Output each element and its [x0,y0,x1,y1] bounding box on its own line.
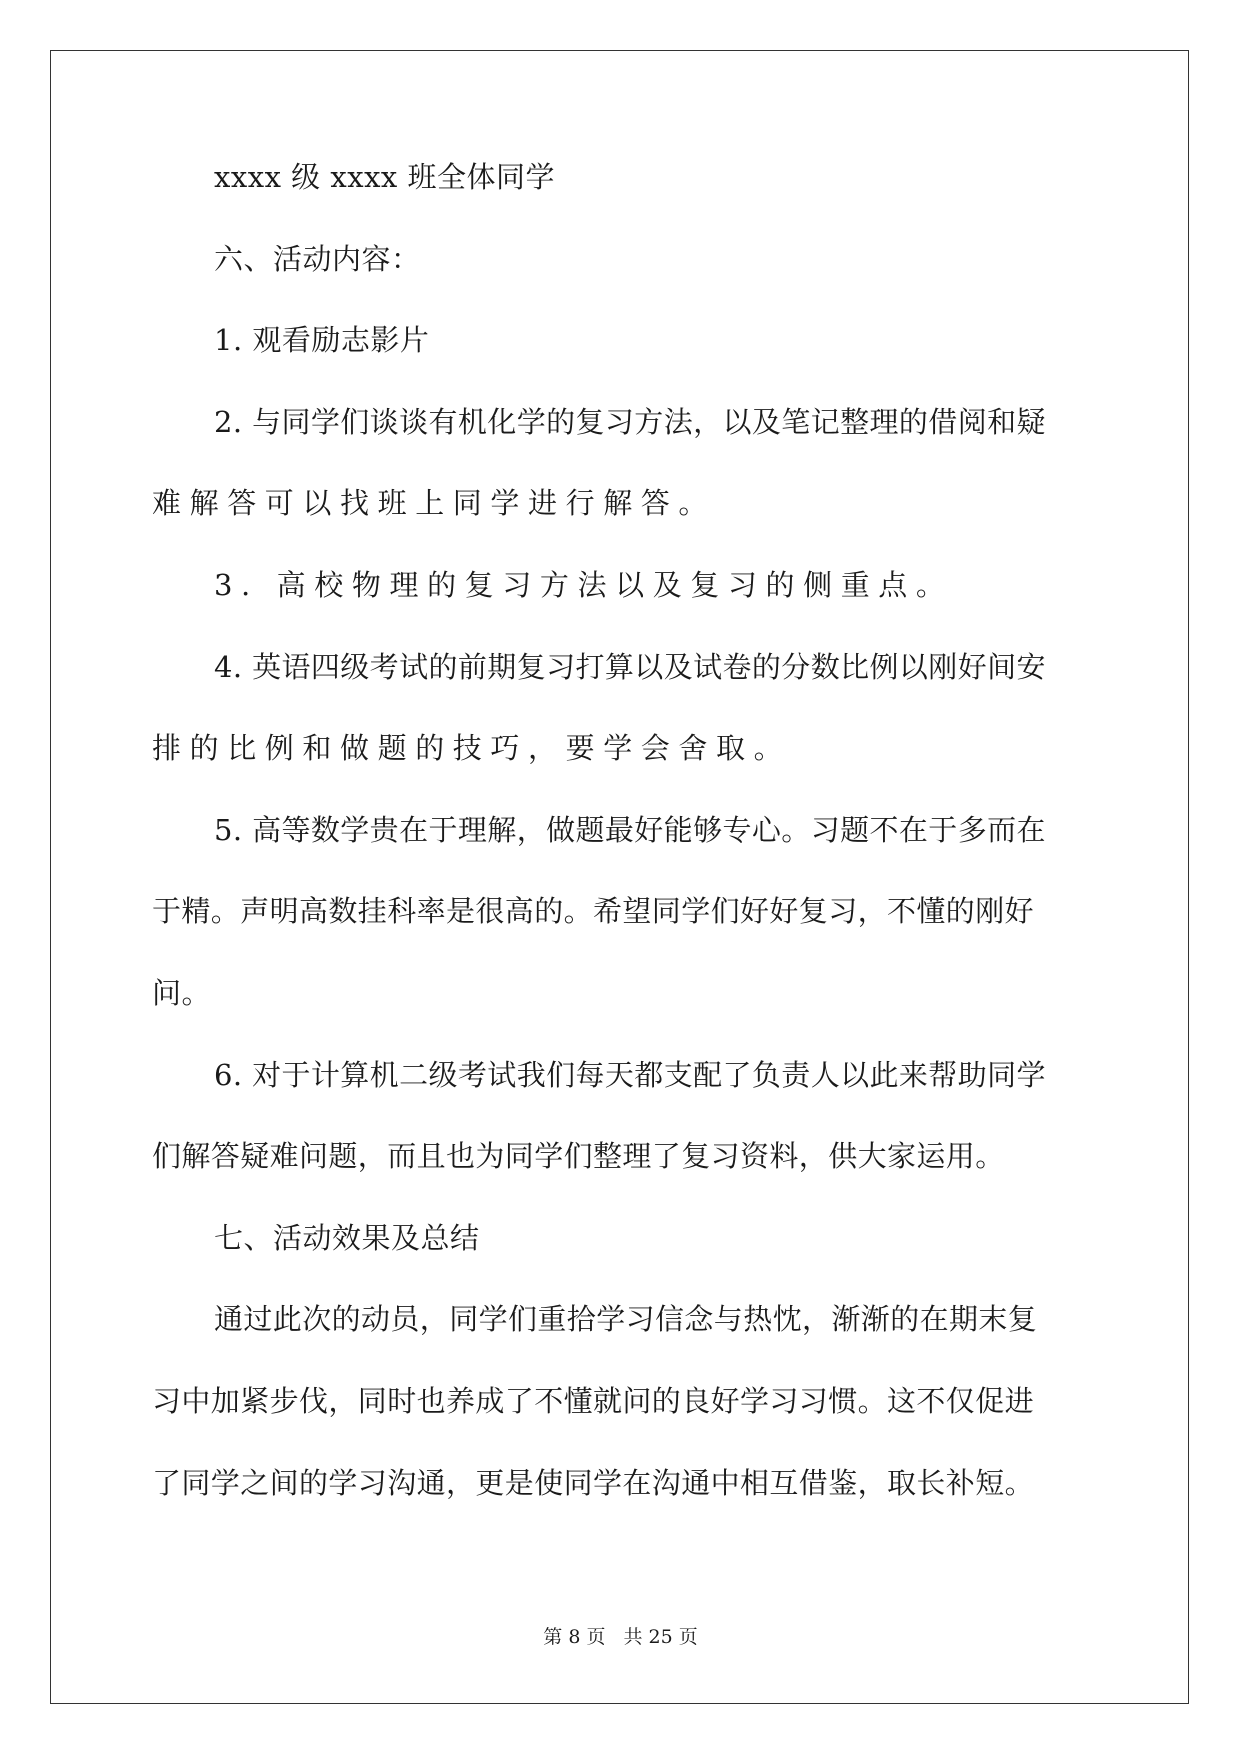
section-heading: 六、活动内容： [214,241,421,276]
section-heading: 七、活动效果及总结 [214,1220,480,1255]
paragraph-line: 于精。声明高数挂科率是很高的。希望同学们好好复习，不懂的刚好 [152,894,1035,929]
page-total: 共 25 页 [623,1626,698,1648]
page-footer [0,1622,1241,1649]
paragraph-line: 2. 与同学们谈谈有机化学的复习方法，以及笔记整理的借阅和疑 [214,404,1046,439]
paragraph-line: 难解答可以找班上同学进行解答。 [152,486,717,521]
document-body [152,157,1092,1544]
page-number: 第 8 页 [543,1626,606,1648]
paragraph-line: 习中加紧步伐，同时也养成了不懂就问的良好学习习惯。这不仅促进 [152,1383,1035,1418]
paragraph-line: 排的比例和做题的技巧，要学会舍取。 [152,731,792,766]
paragraph-line: 们解答疑难问题，而且也为同学们整理了复习资料，供大家运用。 [152,1139,1005,1174]
paragraph-line: 通过此次的动员，同学们重拾学习信念与热忱，渐渐的在期末复 [214,1302,1038,1337]
paragraph-line: 了同学之间的学习沟通，更是使同学在沟通中相互借鉴，取长补短。 [152,1465,1035,1500]
paragraph-line: 问。 [152,975,212,1010]
paragraph-line: 6. 对于计算机二级考试我们每天都支配了负责人以此来帮助同学 [214,1057,1046,1092]
paragraph-line: 5. 高等数学贵在于理解，做题最好能够专心。习题不在于多而在 [214,812,1046,847]
paragraph-line: 4. 英语四级考试的前期复习打算以及试卷的分数比例以刚好间安 [214,649,1046,684]
paragraph-line: 1. 观看励志影片 [214,323,430,358]
paragraph-line: 3. 高校物理的复习方法以及复习的侧重点。 [214,567,954,602]
paragraph-line: xxxx 级 xxxx 班全体同学 [214,160,555,194]
